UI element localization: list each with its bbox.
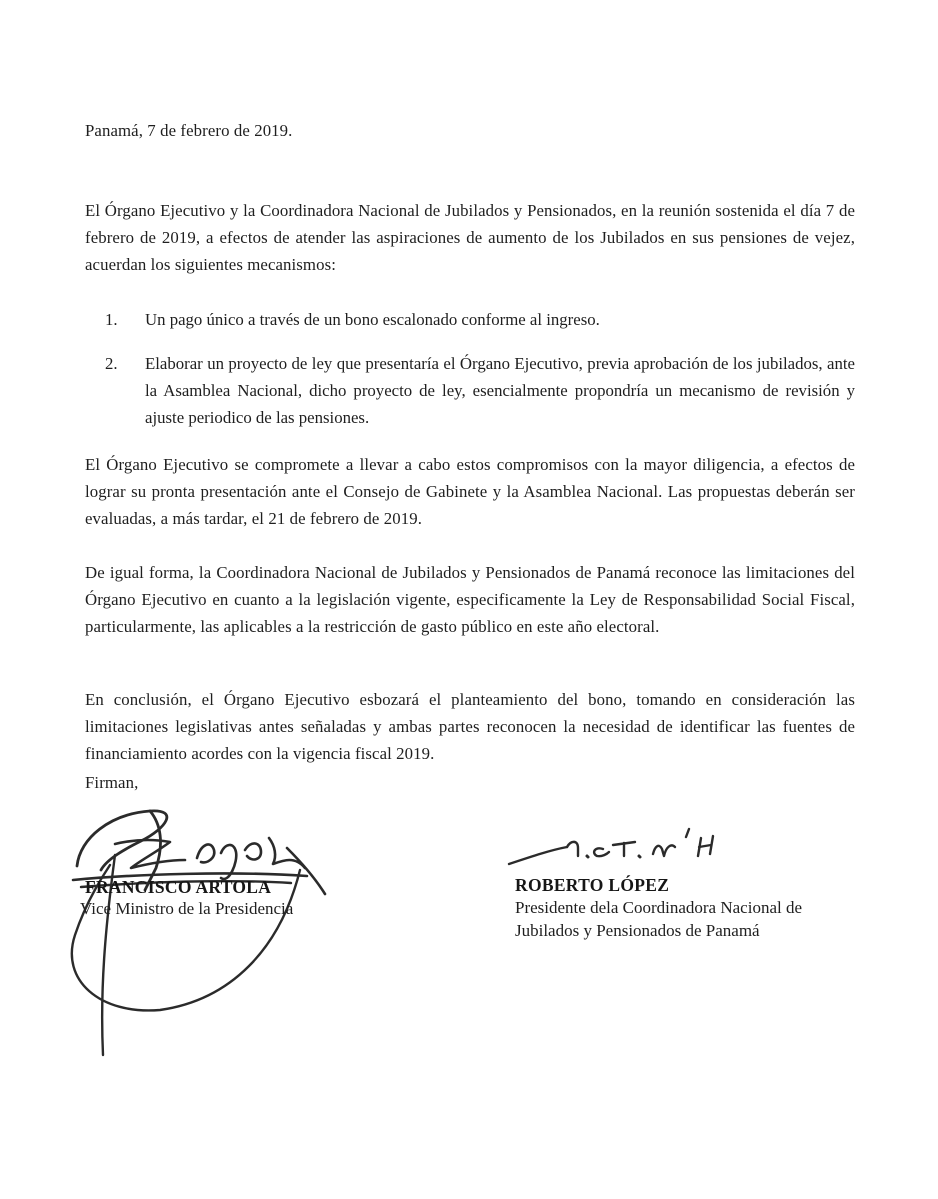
list-marker-1: 1. <box>105 310 118 329</box>
signatory-title-right-line1: Presidente dela Coordinadora Nacional de <box>515 898 803 917</box>
signature-roberto-lopez <box>505 826 735 881</box>
signatory-name-left: FRANCISCO ARTOLA <box>85 877 272 897</box>
closing-word: Firman, <box>85 773 139 792</box>
paragraph-conclusion: En conclusión, el Órgano Ejecutivo esbozará el planteamiento del bono, tomando en consideración las limitaciones legislativas antes señaladas y ambas partes reconocen la necesidad de identificar las fuentes de financiamiento acordes con la vigencia fiscal 2019. <box>85 690 855 763</box>
signature-francisco-artola <box>55 798 355 1068</box>
signatory-title-left: Vice Ministro de la Presidencia <box>80 899 294 918</box>
signatory-title-right-line2: Jubilados y Pensionados de Panamá <box>515 921 760 940</box>
list-marker-2: 2. <box>105 354 118 373</box>
list-item-1 <box>105 306 855 333</box>
list-item-2-text: Elaborar un proyecto de ley que presentaría el Órgano Ejecutivo, previa aprobación de los jubilados, ante la Asamblea Nacional, dicho proyecto de ley, esencialmente propondría un mecanismo de revisión y ajuste periodico de las pensiones. <box>145 354 855 427</box>
list-item-2 <box>105 350 855 431</box>
signatory-name-right: ROBERTO LÓPEZ <box>515 875 670 895</box>
paragraph-recognition: De igual forma, la Coordinadora Nacional de Jubilados y Pensionados de Panamá reconoce las limitaciones del Órgano Ejecutivo en cuanto a la legislación vigente, especificamente la Ley de Responsabilidad Social Fiscal, particularmente, las aplicables a la restricción de gasto público en este año electoral. <box>85 563 855 636</box>
list-item-1-text: Un pago único a través de un bono escalonado conforme al ingreso. <box>145 310 600 329</box>
paragraph-commitment: El Órgano Ejecutivo se compromete a llevar a cabo estos compromisos con la mayor diligencia, a efectos de lograr su pronta presentación ante el Consejo de Gabinete y la Asamblea Nacional. Las propuestas deberán ser evaluadas, a más tardar, el 21 de febrero de 2019. <box>85 455 855 528</box>
paragraph-intro: El Órgano Ejecutivo y la Coordinadora Nacional de Jubilados y Pensionados, en la reunión sostenida el día 7 de febrero de 2019, a efectos de atender las aspiraciones de aumento de los Jubilados en sus pensiones de vejez, acuerdan los siguientes mecanismos: <box>85 201 855 274</box>
date-line: Panamá, 7 de febrero de 2019. <box>85 121 293 140</box>
